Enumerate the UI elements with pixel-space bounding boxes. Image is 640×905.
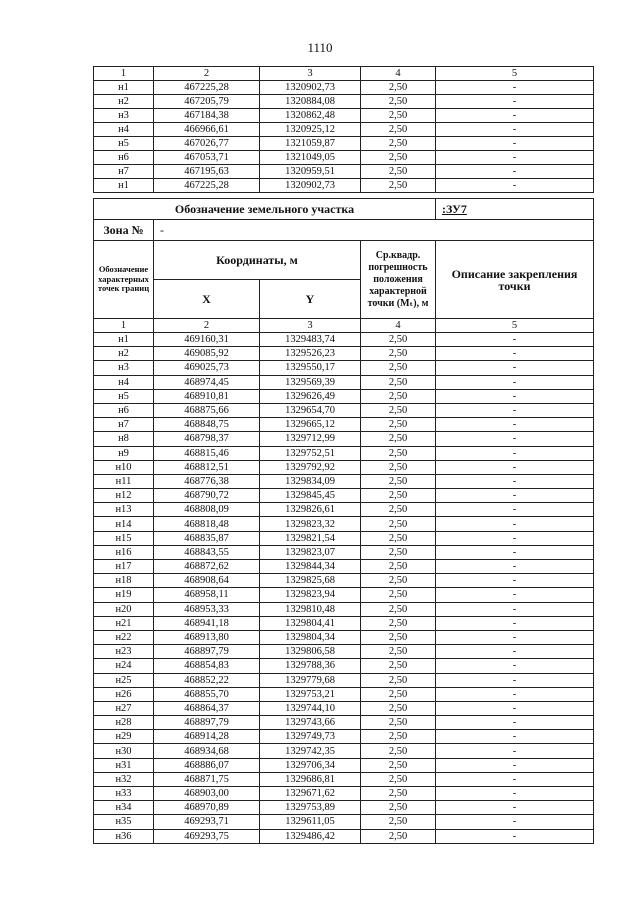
point-id-cell: н32 <box>94 772 154 786</box>
error-cell: 2,50 <box>361 489 436 503</box>
description-cell: - <box>436 361 594 375</box>
table-row <box>94 772 594 786</box>
point-id-cell: н2 <box>94 95 154 109</box>
y-coordinate-cell: 1329823,94 <box>260 588 361 602</box>
table-row <box>94 815 594 829</box>
point-id-cell: н3 <box>94 109 154 123</box>
table-row <box>94 787 594 801</box>
error-cell: 2,50 <box>361 333 436 347</box>
description-cell: - <box>436 109 594 123</box>
x-coordinate-cell: 468886,07 <box>154 758 260 772</box>
table-row <box>94 165 594 179</box>
column-number: 4 <box>361 67 436 81</box>
main-table-body <box>94 199 594 844</box>
description-cell: - <box>436 744 594 758</box>
table-row <box>94 602 594 616</box>
error-cell: 2,50 <box>361 109 436 123</box>
column-number-row <box>94 67 594 81</box>
x-coordinate-cell: 468815,46 <box>154 446 260 460</box>
header-error: Ср.квадр. погрешность положения характерной точки (Mₜ), м <box>361 241 436 319</box>
y-coordinate-cell: 1329804,34 <box>260 630 361 644</box>
column-number: 1 <box>94 319 154 333</box>
error-cell: 2,50 <box>361 95 436 109</box>
y-coordinate-cell: 1329712,99 <box>260 432 361 446</box>
y-coordinate-cell: 1329753,21 <box>260 687 361 701</box>
header-coords: Координаты, м <box>154 241 361 280</box>
coordinates-table-main <box>93 198 594 844</box>
point-id-cell: н25 <box>94 673 154 687</box>
coordinates-table-top <box>93 66 594 193</box>
y-coordinate-cell: 1329823,32 <box>260 517 361 531</box>
error-cell: 2,50 <box>361 801 436 815</box>
error-cell: 2,50 <box>361 673 436 687</box>
table-row <box>94 560 594 574</box>
table-row <box>94 545 594 559</box>
x-coordinate-cell: 466966,61 <box>154 123 260 137</box>
x-coordinate-cell: 469085,92 <box>154 347 260 361</box>
table-row <box>94 687 594 701</box>
point-id-cell: н36 <box>94 829 154 843</box>
header-row-1 <box>94 241 594 280</box>
y-coordinate-cell: 1329823,07 <box>260 545 361 559</box>
y-coordinate-cell: 1329753,89 <box>260 801 361 815</box>
error-cell: 2,50 <box>361 716 436 730</box>
point-id-cell: н4 <box>94 375 154 389</box>
table-row <box>94 179 594 193</box>
y-coordinate-cell: 1321059,87 <box>260 137 361 151</box>
x-coordinate-cell: 468835,87 <box>154 531 260 545</box>
error-cell: 2,50 <box>361 531 436 545</box>
table-row <box>94 531 594 545</box>
point-id-cell: н6 <box>94 151 154 165</box>
description-cell: - <box>436 389 594 403</box>
x-coordinate-cell: 468818,48 <box>154 517 260 531</box>
table-row <box>94 389 594 403</box>
error-cell: 2,50 <box>361 81 436 95</box>
error-cell: 2,50 <box>361 730 436 744</box>
point-id-cell: н1 <box>94 179 154 193</box>
point-id-cell: н24 <box>94 659 154 673</box>
column-number: 2 <box>154 319 260 333</box>
table-row <box>94 151 594 165</box>
x-coordinate-cell: 468872,62 <box>154 560 260 574</box>
y-coordinate-cell: 1329792,92 <box>260 460 361 474</box>
table-row <box>94 460 594 474</box>
x-coordinate-cell: 467205,79 <box>154 95 260 109</box>
point-id-cell: н14 <box>94 517 154 531</box>
description-cell: - <box>436 687 594 701</box>
y-coordinate-cell: 1321049,05 <box>260 151 361 165</box>
point-id-cell: н27 <box>94 701 154 715</box>
description-cell: - <box>436 503 594 517</box>
column-number: 3 <box>260 67 361 81</box>
description-cell: - <box>436 123 594 137</box>
description-cell: - <box>436 602 594 616</box>
x-coordinate-cell: 468958,11 <box>154 588 260 602</box>
error-cell: 2,50 <box>361 137 436 151</box>
x-coordinate-cell: 467195,63 <box>154 165 260 179</box>
description-cell: - <box>436 673 594 687</box>
table-row <box>94 403 594 417</box>
error-cell: 2,50 <box>361 829 436 843</box>
point-id-cell: н33 <box>94 787 154 801</box>
error-cell: 2,50 <box>361 375 436 389</box>
description-cell: - <box>436 815 594 829</box>
point-id-cell: н29 <box>94 730 154 744</box>
y-coordinate-cell: 1329743,66 <box>260 716 361 730</box>
point-id-cell: н16 <box>94 545 154 559</box>
error-cell: 2,50 <box>361 151 436 165</box>
column-number: 3 <box>260 319 361 333</box>
x-coordinate-cell: 469293,71 <box>154 815 260 829</box>
parcel-value: :ЗУ7 <box>436 199 594 220</box>
table-row <box>94 81 594 95</box>
description-cell: - <box>436 517 594 531</box>
table-row <box>94 489 594 503</box>
table-row <box>94 517 594 531</box>
top-table-body <box>94 67 594 193</box>
x-coordinate-cell: 469293,75 <box>154 829 260 843</box>
header-y: Y <box>260 280 361 319</box>
error-cell: 2,50 <box>361 560 436 574</box>
error-cell: 2,50 <box>361 602 436 616</box>
point-id-cell: н23 <box>94 645 154 659</box>
x-coordinate-cell: 468852,22 <box>154 673 260 687</box>
table-row <box>94 829 594 843</box>
column-number: 5 <box>436 319 594 333</box>
description-cell: - <box>436 179 594 193</box>
y-coordinate-cell: 1329483,74 <box>260 333 361 347</box>
point-id-cell: н5 <box>94 389 154 403</box>
point-id-cell: н18 <box>94 574 154 588</box>
table-row <box>94 730 594 744</box>
y-coordinate-cell: 1329744,10 <box>260 701 361 715</box>
zone-row <box>94 220 594 241</box>
x-coordinate-cell: 468798,37 <box>154 432 260 446</box>
parcel-row <box>94 199 594 220</box>
error-cell: 2,50 <box>361 659 436 673</box>
x-coordinate-cell: 468855,70 <box>154 687 260 701</box>
y-coordinate-cell: 1329825,68 <box>260 574 361 588</box>
description-cell: - <box>436 545 594 559</box>
y-coordinate-cell: 1329806,58 <box>260 645 361 659</box>
y-coordinate-cell: 1329526,23 <box>260 347 361 361</box>
header-points: Обозначение характерных точек границ <box>94 241 154 319</box>
description-cell: - <box>436 716 594 730</box>
table-row <box>94 361 594 375</box>
error-cell: 2,50 <box>361 687 436 701</box>
column-number-row <box>94 319 594 333</box>
x-coordinate-cell: 468914,28 <box>154 730 260 744</box>
table-row <box>94 503 594 517</box>
x-coordinate-cell: 467053,71 <box>154 151 260 165</box>
header-x: X <box>154 280 260 319</box>
error-cell: 2,50 <box>361 347 436 361</box>
point-id-cell: н4 <box>94 123 154 137</box>
y-coordinate-cell: 1320959,51 <box>260 165 361 179</box>
y-coordinate-cell: 1329665,12 <box>260 418 361 432</box>
x-coordinate-cell: 468941,18 <box>154 616 260 630</box>
error-cell: 2,50 <box>361 179 436 193</box>
error-cell: 2,50 <box>361 460 436 474</box>
description-cell: - <box>436 560 594 574</box>
y-coordinate-cell: 1320902,73 <box>260 179 361 193</box>
table-row <box>94 588 594 602</box>
y-coordinate-cell: 1329626,49 <box>260 389 361 403</box>
description-cell: - <box>436 137 594 151</box>
description-cell: - <box>436 787 594 801</box>
description-cell: - <box>436 659 594 673</box>
table-row <box>94 616 594 630</box>
point-id-cell: н9 <box>94 446 154 460</box>
description-cell: - <box>436 616 594 630</box>
table-row <box>94 744 594 758</box>
point-id-cell: н35 <box>94 815 154 829</box>
column-number: 5 <box>436 67 594 81</box>
error-cell: 2,50 <box>361 744 436 758</box>
y-coordinate-cell: 1329788,36 <box>260 659 361 673</box>
point-id-cell: н21 <box>94 616 154 630</box>
description-cell: - <box>436 630 594 644</box>
table-row <box>94 347 594 361</box>
error-cell: 2,50 <box>361 815 436 829</box>
point-id-cell: н17 <box>94 560 154 574</box>
description-cell: - <box>436 489 594 503</box>
point-id-cell: н20 <box>94 602 154 616</box>
y-coordinate-cell: 1329844,34 <box>260 560 361 574</box>
error-cell: 2,50 <box>361 418 436 432</box>
error-cell: 2,50 <box>361 165 436 179</box>
error-cell: 2,50 <box>361 503 436 517</box>
error-cell: 2,50 <box>361 588 436 602</box>
y-coordinate-cell: 1329826,61 <box>260 503 361 517</box>
description-cell: - <box>436 758 594 772</box>
table-row <box>94 645 594 659</box>
error-cell: 2,50 <box>361 616 436 630</box>
description-cell: - <box>436 801 594 815</box>
y-coordinate-cell: 1320862,48 <box>260 109 361 123</box>
y-coordinate-cell: 1329834,09 <box>260 474 361 488</box>
table-row <box>94 758 594 772</box>
zone-value: - <box>154 220 594 241</box>
x-coordinate-cell: 468908,64 <box>154 574 260 588</box>
x-coordinate-cell: 468913,80 <box>154 630 260 644</box>
point-id-cell: н26 <box>94 687 154 701</box>
page-number: 1110 <box>307 40 333 55</box>
table-row <box>94 801 594 815</box>
x-coordinate-cell: 469025,73 <box>154 361 260 375</box>
description-cell: - <box>436 474 594 488</box>
error-cell: 2,50 <box>361 645 436 659</box>
y-coordinate-cell: 1329845,45 <box>260 489 361 503</box>
description-cell: - <box>436 574 594 588</box>
error-cell: 2,50 <box>361 361 436 375</box>
table-row <box>94 95 594 109</box>
description-cell: - <box>436 95 594 109</box>
y-coordinate-cell: 1329779,68 <box>260 673 361 687</box>
x-coordinate-cell: 468910,81 <box>154 389 260 403</box>
description-cell: - <box>436 588 594 602</box>
error-cell: 2,50 <box>361 446 436 460</box>
x-coordinate-cell: 468953,33 <box>154 602 260 616</box>
x-coordinate-cell: 468903,00 <box>154 787 260 801</box>
y-coordinate-cell: 1329752,51 <box>260 446 361 460</box>
x-coordinate-cell: 468871,75 <box>154 772 260 786</box>
x-coordinate-cell: 468843,55 <box>154 545 260 559</box>
point-id-cell: н13 <box>94 503 154 517</box>
y-coordinate-cell: 1329810,48 <box>260 602 361 616</box>
point-id-cell: н8 <box>94 432 154 446</box>
description-cell: - <box>436 375 594 389</box>
table-row <box>94 716 594 730</box>
description-cell: - <box>436 418 594 432</box>
y-coordinate-cell: 1329569,39 <box>260 375 361 389</box>
point-id-cell: н15 <box>94 531 154 545</box>
description-cell: - <box>436 460 594 474</box>
point-id-cell: н7 <box>94 418 154 432</box>
parcel-label: Обозначение земельного участка <box>94 199 436 220</box>
point-id-cell: н11 <box>94 474 154 488</box>
error-cell: 2,50 <box>361 123 436 137</box>
x-coordinate-cell: 468848,75 <box>154 418 260 432</box>
y-coordinate-cell: 1329742,35 <box>260 744 361 758</box>
point-id-cell: н12 <box>94 489 154 503</box>
x-coordinate-cell: 468790,72 <box>154 489 260 503</box>
description-cell: - <box>436 446 594 460</box>
y-coordinate-cell: 1329671,62 <box>260 787 361 801</box>
y-coordinate-cell: 1320925,12 <box>260 123 361 137</box>
y-coordinate-cell: 1320884,08 <box>260 95 361 109</box>
table-row <box>94 333 594 347</box>
point-id-cell: н30 <box>94 744 154 758</box>
point-id-cell: н6 <box>94 403 154 417</box>
error-cell: 2,50 <box>361 787 436 801</box>
table-row <box>94 474 594 488</box>
column-number: 2 <box>154 67 260 81</box>
point-id-cell: н34 <box>94 801 154 815</box>
y-coordinate-cell: 1329686,81 <box>260 772 361 786</box>
x-coordinate-cell: 468812,51 <box>154 460 260 474</box>
x-coordinate-cell: 468897,79 <box>154 645 260 659</box>
table-row <box>94 673 594 687</box>
error-cell: 2,50 <box>361 545 436 559</box>
table-row <box>94 659 594 673</box>
point-id-cell: н31 <box>94 758 154 772</box>
point-id-cell: н22 <box>94 630 154 644</box>
point-id-cell: н1 <box>94 333 154 347</box>
header-description: Описание закрепления точки <box>436 241 594 319</box>
x-coordinate-cell: 467026,77 <box>154 137 260 151</box>
error-cell: 2,50 <box>361 474 436 488</box>
point-id-cell: н1 <box>94 81 154 95</box>
error-cell: 2,50 <box>361 701 436 715</box>
description-cell: - <box>436 432 594 446</box>
description-cell: - <box>436 151 594 165</box>
error-cell: 2,50 <box>361 403 436 417</box>
table-row <box>94 109 594 123</box>
table-row <box>94 137 594 151</box>
table-row <box>94 123 594 137</box>
y-coordinate-cell: 1329611,05 <box>260 815 361 829</box>
description-cell: - <box>436 701 594 715</box>
point-id-cell: н28 <box>94 716 154 730</box>
x-coordinate-cell: 468808,09 <box>154 503 260 517</box>
y-coordinate-cell: 1329804,41 <box>260 616 361 630</box>
x-coordinate-cell: 468974,45 <box>154 375 260 389</box>
table-row <box>94 701 594 715</box>
x-coordinate-cell: 467184,38 <box>154 109 260 123</box>
description-cell: - <box>436 531 594 545</box>
description-cell: - <box>436 730 594 744</box>
x-coordinate-cell: 468776,38 <box>154 474 260 488</box>
point-id-cell: н5 <box>94 137 154 151</box>
error-cell: 2,50 <box>361 772 436 786</box>
x-coordinate-cell: 468864,37 <box>154 701 260 715</box>
column-number: 4 <box>361 319 436 333</box>
point-id-cell: н7 <box>94 165 154 179</box>
y-coordinate-cell: 1329749,73 <box>260 730 361 744</box>
description-cell: - <box>436 403 594 417</box>
table-row <box>94 574 594 588</box>
point-id-cell: н3 <box>94 361 154 375</box>
description-cell: - <box>436 81 594 95</box>
error-cell: 2,50 <box>361 630 436 644</box>
x-coordinate-cell: 469160,31 <box>154 333 260 347</box>
point-id-cell: н19 <box>94 588 154 602</box>
x-coordinate-cell: 468854,83 <box>154 659 260 673</box>
description-cell: - <box>436 772 594 786</box>
description-cell: - <box>436 333 594 347</box>
error-cell: 2,50 <box>361 389 436 403</box>
description-cell: - <box>436 645 594 659</box>
error-cell: 2,50 <box>361 574 436 588</box>
x-coordinate-cell: 468897,79 <box>154 716 260 730</box>
y-coordinate-cell: 1329821,54 <box>260 531 361 545</box>
column-number: 1 <box>94 67 154 81</box>
y-coordinate-cell: 1320902,73 <box>260 81 361 95</box>
x-coordinate-cell: 468875,66 <box>154 403 260 417</box>
description-cell: - <box>436 165 594 179</box>
x-coordinate-cell: 467225,28 <box>154 179 260 193</box>
y-coordinate-cell: 1329654,70 <box>260 403 361 417</box>
x-coordinate-cell: 468970,89 <box>154 801 260 815</box>
y-coordinate-cell: 1329486,42 <box>260 829 361 843</box>
table-row <box>94 446 594 460</box>
point-id-cell: н2 <box>94 347 154 361</box>
description-cell: - <box>436 829 594 843</box>
y-coordinate-cell: 1329706,34 <box>260 758 361 772</box>
zone-label: Зона № <box>94 220 154 241</box>
table-row <box>94 432 594 446</box>
table-row <box>94 375 594 389</box>
description-cell: - <box>436 347 594 361</box>
error-cell: 2,50 <box>361 517 436 531</box>
error-cell: 2,50 <box>361 432 436 446</box>
x-coordinate-cell: 468934,68 <box>154 744 260 758</box>
y-coordinate-cell: 1329550,17 <box>260 361 361 375</box>
error-cell: 2,50 <box>361 758 436 772</box>
table-row <box>94 630 594 644</box>
x-coordinate-cell: 467225,28 <box>154 81 260 95</box>
point-id-cell: н10 <box>94 460 154 474</box>
table-row <box>94 418 594 432</box>
